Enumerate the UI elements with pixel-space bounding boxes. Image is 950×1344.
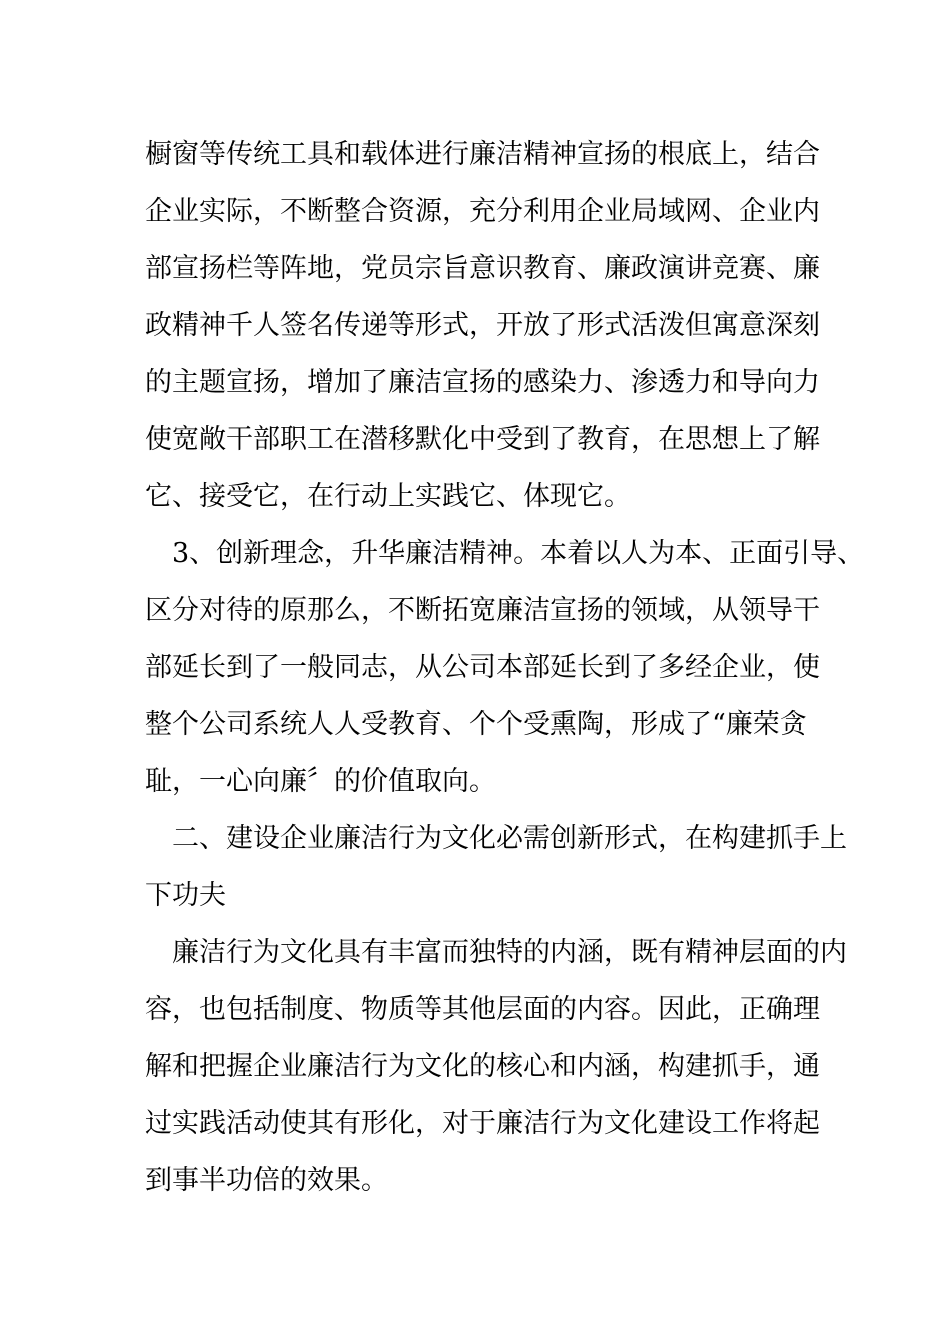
text-line: 部延长到了一般同志，从公司本部延长到了多经企业，使 <box>145 652 820 683</box>
text-line: 政精神千人签名传递等形式，开放了形式活泼但寓意深刻 <box>145 310 820 341</box>
text-line: 廉洁行为文化具有丰富而独特的内涵，既有精神层面的内 <box>172 937 847 968</box>
text-line: 橱窗等传统工具和载体进行廉洁精神宣扬的根底上，结合 <box>145 139 820 170</box>
text-line: 解和把握企业廉洁行为文化的核心和内涵，构建抓手，通 <box>145 1051 820 1082</box>
text-line: 到事半功倍的效果。 <box>145 1165 388 1196</box>
text-line: 区分对待的原那么，不断拓宽廉洁宣扬的领域，从领导干 <box>145 595 820 626</box>
paragraph-heading-3: 3、创新理念，升华廉洁精神。本着以人为本、正面引导、 <box>172 538 865 569</box>
text-line: 过实践活动使其有形化，对于廉洁行为文化建设工作将起 <box>145 1108 820 1139</box>
text-line: 的主题宣扬，增加了廉洁宣扬的感染力、渗透力和导向力 <box>145 367 820 398</box>
text-line: 企业实际，不断整合资源，充分利用企业局域网、企业内 <box>145 196 820 227</box>
text-line: 它、接受它，在行动上实践它、体现它。 <box>145 481 631 512</box>
text-line: 使宽敞干部职工在潜移默化中受到了教育，在思想上了解 <box>145 424 820 455</box>
text-line: 耻，一心向廉〞的价值取向。 <box>145 766 496 797</box>
section-heading-2-cont: 下功夫 <box>145 880 226 911</box>
text-line: 整个公司系统人人受教育、个个受熏陶，形成了“廉荣贪 <box>145 709 807 740</box>
section-heading-2: 二、建设企业廉洁行为文化必需创新形式，在构建抓手上 <box>172 823 847 854</box>
text-line: 容，也包括制度、物质等其他层面的内容。因此，正确理 <box>145 994 820 1025</box>
text-line: 部宣扬栏等阵地，党员宗旨意识教育、廉政演讲竞赛、廉 <box>145 253 820 284</box>
